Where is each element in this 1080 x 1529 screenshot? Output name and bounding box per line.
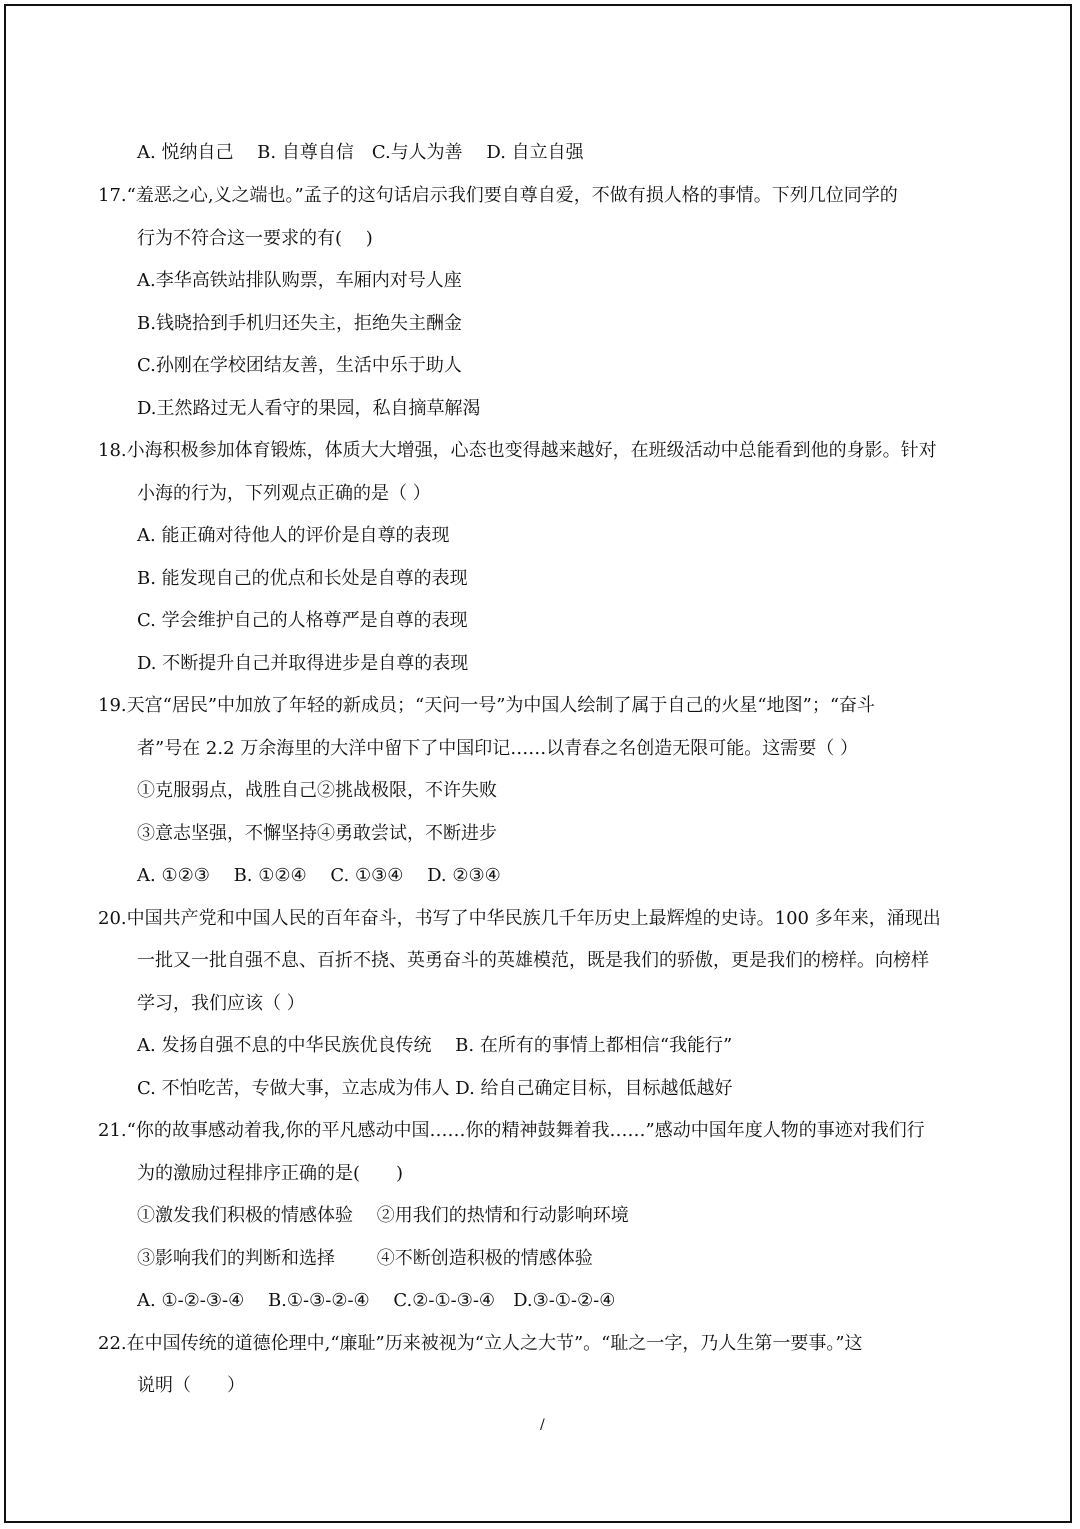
q19-options: A. ①②③ B. ①②④ C. ①③④ D. ②③④ [137,865,501,886]
q17-stem-line1: 17.“羞恶之心,义之端也。”孟子的这句话启示我们要自尊自爱，不做有损人格的事情。下列几位同学的 [98,185,898,206]
q19-statement-2: ③意志坚强，不懈坚持④勇敢尝试，不断进步 [137,823,497,844]
q18-option-c: C. 学会维护自己的人格尊严是自尊的表现 [137,610,468,631]
q17-option-c: C.孙刚在学校团结友善，生活中乐于助人 [137,355,462,376]
q21-options: A. ①-②-③-④ B.①-③-②-④ C.②-①-③-④ D.③-①-②-④ [137,1290,616,1311]
q21-stem-line2: 为的激励过程排序正确的是( ) [137,1163,404,1184]
q19-statement-1: ①克服弱点，战胜自己②挑战极限，不许失败 [137,780,497,801]
q17-option-a: A.李华高铁站排队购票，车厢内对号人座 [137,270,462,291]
q22-stem-line1: 22.在中国传统的道德伦理中,“廉耻”历来被视为“立人之大节”。“耻之一字，乃人生第一要事。”这 [98,1333,863,1354]
q20-options-ab: A. 发扬自强不息的中华民族优良传统 B. 在所有的事情上都相信“我能行” [137,1035,733,1056]
q20-stem-line2: 一批又一批自强不息、百折不挠、英勇奋斗的英雄模范，既是我们的骄傲，更是我们的榜样。向榜样 [137,950,929,971]
q18-stem-line2: 小海的行为，下列观点正确的是（ ） [137,483,431,504]
q17-option-d: D.王然路过无人看守的果园，私自摘草解渴 [137,398,481,419]
q21-stem-line1: 21.“你的故事感动着我,你的平凡感动中国……你的精神鼓舞着我……”感动中国年度人物的事迹对我们行 [98,1120,925,1141]
q18-stem-line1: 18.小海积极参加体育锻炼，体质大大增强，心态也变得越来越好，在班级活动中总能看到他的身影。针对 [98,440,937,461]
q20-stem-line3: 学习，我们应该（ ） [137,993,305,1014]
q20-stem-line1: 20.中国共产党和中国人民的百年奋斗，书写了中华民族几千年历史上最辉煌的史诗。100 多年来，涌现出 [98,908,941,929]
q22-stem-line2: 说明（ ） [137,1375,245,1396]
q18-option-d: D. 不断提升自己并取得进步是自尊的表现 [137,653,469,674]
q17-option-b: B.钱晓拾到手机归还失主，拒绝失主酬金 [137,313,462,334]
q19-stem-line1: 19.天宫“居民”中加放了年轻的新成员；“天问一号”为中国人绘制了属于自己的火星“地图”；“奋斗 [98,695,876,716]
q17-stem-line2: 行为不符合这一要求的有( ) [137,228,373,249]
q18-option-a: A. 能正确对待他人的评价是自尊的表现 [137,525,450,546]
q16-options: A. 悦纳自己 B. 自尊自信 C.与人为善 D. 自立自强 [137,142,584,163]
q21-statement-2: ③影响我们的判断和选择 ④不断创造积极的情感体验 [137,1248,593,1269]
page-footer-mark: / [540,1417,545,1433]
q18-option-b: B. 能发现自己的优点和长处是自尊的表现 [137,568,468,589]
q20-options-cd: C. 不怕吃苦，专做大事，立志成为伟人 D. 给自己确定目标，目标越低越好 [137,1078,733,1099]
q19-stem-line2: 者”号在 2.2 万余海里的大洋中留下了中国印记……以青春之名创造无限可能。这需要（ ） [137,738,858,759]
q21-statement-1: ①激发我们积极的情感体验 ②用我们的热情和行动影响环境 [137,1205,629,1226]
